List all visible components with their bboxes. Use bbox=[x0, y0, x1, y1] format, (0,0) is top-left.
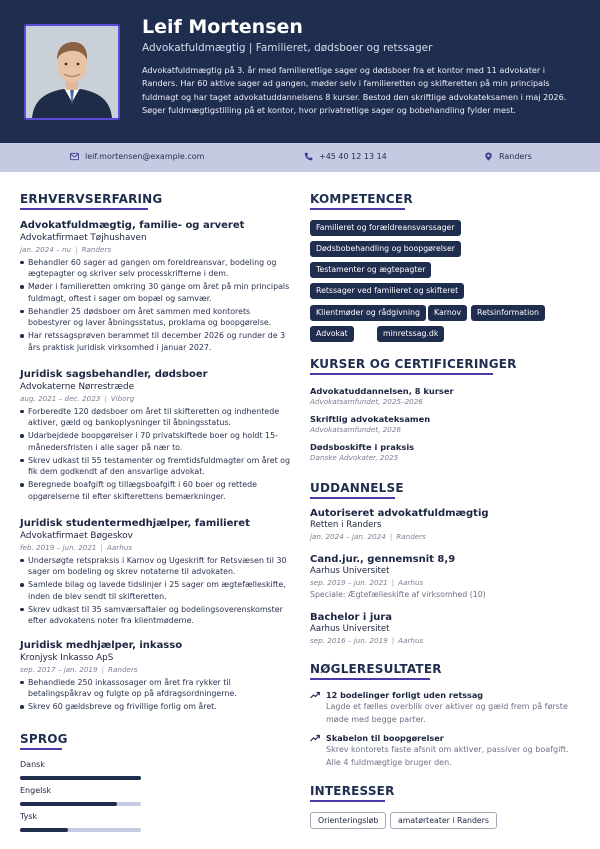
education-dates: sep. 2016 – jun. 2019 bbox=[310, 636, 388, 645]
language-name: Engelsk bbox=[20, 786, 52, 795]
section-rule bbox=[20, 748, 62, 750]
job-bullets bbox=[20, 555, 290, 627]
job-meta: jan. 2024 – nu | Randers bbox=[20, 245, 112, 254]
education-school: Retten i Randers bbox=[310, 520, 382, 530]
job-entry bbox=[20, 518, 290, 627]
language-level-bar bbox=[20, 828, 141, 832]
job-bullet: Skrev udkast til 35 samværsaftaler og bodelingsoverenskomster efter advokatens noter fra klientmøderne. bbox=[20, 604, 290, 627]
education-item bbox=[310, 611, 580, 647]
education-dates: jan. 2024 – jan. 2024 bbox=[310, 532, 386, 541]
job-meta: feb. 2019 – jun. 2021 | Aarhus bbox=[20, 543, 133, 552]
section-rule bbox=[310, 497, 395, 499]
education-meta: sep. 2019 – jun. 2021 | Aarhus bbox=[310, 578, 424, 587]
achievement-title: Skabelon til boopgørelser bbox=[326, 733, 444, 743]
job-entry bbox=[20, 369, 290, 502]
job-bullet: Skrev udkast til 55 testamenter og fremtidsfuldmagter om året og fik dem godkendt af den ansvarlige advokat. bbox=[20, 455, 290, 478]
section-title-education: UDDANNELSE bbox=[310, 481, 404, 495]
education-school: Aarhus Universitet bbox=[310, 566, 390, 576]
section-title-experience: ERHVERVSERFARING bbox=[20, 192, 163, 206]
education-school: Aarhus Universitet bbox=[310, 624, 390, 634]
section-rule bbox=[310, 678, 430, 680]
job-entry bbox=[20, 220, 290, 353]
job-dates: jan. 2024 – nu bbox=[20, 245, 72, 254]
interest-tag: Orienteringsløb bbox=[310, 812, 386, 829]
education-degree: Cand.jur., gennemsnit 8,9 bbox=[310, 554, 456, 565]
contact-email-text: leif.mortensen@example.com bbox=[85, 152, 205, 161]
job-bullets bbox=[20, 406, 290, 503]
achievement-item bbox=[310, 690, 585, 726]
contact-email[interactable] bbox=[70, 152, 204, 161]
skill-tag: Karnov bbox=[428, 305, 467, 321]
interest-tag: amatørteater i Randers bbox=[390, 812, 497, 829]
job-bullets bbox=[20, 677, 290, 713]
job-role: Juridisk sagsbehandler, dødsboer bbox=[20, 369, 208, 380]
section-title-courses: KURSER OG CERTIFICERINGER bbox=[310, 357, 517, 371]
job-company: Kronjysk Inkasso ApS bbox=[20, 653, 114, 663]
job-bullet: Behandler 60 sager ad gangen om foreldreansvar, bodeling og ægtepagter og skriver selv processkrifterne i dem. bbox=[20, 257, 290, 280]
section-rule bbox=[310, 800, 385, 802]
contact-location bbox=[484, 152, 532, 161]
job-bullet: Samlede bilag og lavede tidslinjer i 25 sager om ægtefælleskifte, inden de blev sendt til skifteretten. bbox=[20, 579, 290, 602]
skill-tag: Dødsbobehandling og boopgørelser bbox=[310, 241, 461, 257]
job-bullets bbox=[20, 257, 290, 354]
education-item bbox=[310, 553, 580, 600]
section-rule bbox=[310, 208, 405, 210]
section-title-languages: SPROG bbox=[20, 732, 68, 746]
course-meta: Advokatsamfundet, 2026 bbox=[310, 425, 401, 434]
education-location: Randers bbox=[396, 532, 426, 541]
job-dates: feb. 2019 – jun. 2021 bbox=[20, 543, 97, 552]
job-role: Advokatfuldmægtig, familie- og arveret bbox=[20, 220, 245, 231]
course-meta: Danske Advokater, 2025 bbox=[310, 453, 399, 462]
job-role: Juridisk studentermedhjælper, familieret bbox=[20, 518, 250, 529]
contact-bar bbox=[0, 143, 600, 172]
language-level-fill bbox=[20, 828, 68, 832]
job-role: Juridisk medhjælper, inkasso bbox=[20, 640, 183, 651]
contact-phone[interactable] bbox=[304, 152, 387, 161]
section-rule bbox=[20, 208, 148, 210]
candidate-title: Advokatfuldmægtig | Familieret, dødsboer og retssager bbox=[142, 42, 433, 54]
education-dates: sep. 2019 – jun. 2021 bbox=[310, 578, 388, 587]
job-meta: aug. 2021 – dec. 2023 | Viborg bbox=[20, 394, 135, 403]
course-name: Skriftlig advokateksamen bbox=[310, 414, 431, 424]
course-meta: Advokatsamfundet, 2025–2026 bbox=[310, 397, 423, 406]
skill-tag: Familieret og forældreansvarssager bbox=[310, 220, 461, 236]
achievement-description: Lagde et fælles overblik over aktiver og gæld frem på første møde med begge parter. bbox=[326, 702, 568, 724]
education-item bbox=[310, 507, 580, 543]
job-location: Randers bbox=[108, 665, 138, 674]
course-name: Dødsboskifte i praksis bbox=[310, 442, 415, 452]
job-entry bbox=[20, 640, 290, 713]
profile-summary: Advokatfuldmægtig på 3. år med familieretlige sager og dødsboer fra et kontor med 11 advokater i Randers. Har 60 aktive sager ad gangen, møder selv i familieretten og skifteretten på min principals fuldmagt og har taget advokatuddannelsens 8 kurser. Bestod den skriftlige advokateksamen i maj 2026. Søger fuldmægtigstilling på et kontor, hvor privatretlige sager og bobehandling fylder mest. bbox=[142, 65, 567, 115]
course-name: Advokatuddannelsen, 8 kurser bbox=[310, 386, 454, 396]
job-bullet: Forberedte 120 dødsboer om året til skifteretten og indhentede aktiver, gæld og bankoplysninger til åbningsstatus. bbox=[20, 406, 290, 429]
job-meta: sep. 2017 – jan. 2019 | Randers bbox=[20, 665, 138, 674]
skill-tag: Advokat bbox=[310, 326, 354, 342]
job-bullet: Skrev 60 gældsbreve og frivillige forlig om året. bbox=[20, 701, 290, 713]
course-item bbox=[310, 386, 580, 407]
section-title-skills: KOMPETENCER bbox=[310, 192, 413, 206]
course-item bbox=[310, 414, 580, 435]
language-name: Tysk bbox=[20, 812, 38, 821]
skill-tag: Testamenter og ægtepagter bbox=[310, 262, 431, 278]
education-thesis: Speciale: Ægtefælleskifte af virksomhed (10) bbox=[310, 590, 486, 599]
education-degree: Bachelor i jura bbox=[310, 612, 393, 623]
language-level-bar bbox=[20, 776, 141, 780]
job-bullet: Udarbejdede boopgørelser i 70 privatskiftede boer og holdt 15-månedersfristen i alle sager på nær to. bbox=[20, 430, 290, 453]
skill-tag: minretssag.dk bbox=[377, 326, 444, 342]
job-bullet: Undersøgte retspraksis i Karnov og Ugeskrift for Retsvæsen til 30 sager om bodeling og skrev notaterne til advokaten. bbox=[20, 555, 290, 578]
skill-tag: Klientmøder og rådgivning bbox=[310, 305, 426, 321]
job-location: Viborg bbox=[110, 394, 135, 403]
language-level-fill bbox=[20, 776, 141, 780]
language-item bbox=[20, 786, 141, 806]
education-location: Aarhus bbox=[398, 578, 424, 587]
section-title-interests: INTERESSER bbox=[310, 784, 395, 798]
job-bullet: Behandlede 250 inkassosager om året fra rykker til betalingspåkrav og fulgte op på afdragsordningerne. bbox=[20, 677, 290, 700]
language-item bbox=[20, 760, 141, 780]
job-dates: aug. 2021 – dec. 2023 bbox=[20, 394, 101, 403]
achievement-item bbox=[310, 733, 585, 769]
achievement-title: 12 bodelinger forligt uden retssag bbox=[326, 690, 484, 700]
course-item bbox=[310, 442, 580, 463]
header bbox=[0, 0, 600, 143]
job-dates: sep. 2017 – jan. 2019 bbox=[20, 665, 98, 674]
job-location: Aarhus bbox=[106, 543, 133, 552]
skill-tag: Retsinformation bbox=[471, 305, 545, 321]
trend-up-icon bbox=[310, 734, 320, 742]
job-location: Randers bbox=[81, 245, 112, 254]
mail-icon bbox=[70, 152, 79, 161]
job-bullet: Møder i familieretten omkring 30 gange om året på min principals fuldmagt, oftest i sager om bopæl og samvær. bbox=[20, 281, 290, 304]
language-level-bar bbox=[20, 802, 141, 806]
job-company: Advokatfirmaet Bøgeskov bbox=[20, 531, 133, 541]
skill-tag: Retssager ved familieret og skifteret bbox=[310, 283, 464, 299]
achievement-description: Skrev kontorets faste afsnit om aktiver, passiver og boafgift. Alle 4 fuldmægtige bruger den. bbox=[326, 745, 569, 767]
job-bullet: Har retssagsprøven berammet til december 2026 og runder de 3 års praktisk juridisk virksomhed i januar 2027. bbox=[20, 330, 290, 353]
language-name: Dansk bbox=[20, 760, 45, 769]
section-rule bbox=[310, 373, 493, 375]
contact-phone-text: +45 40 12 13 14 bbox=[319, 152, 387, 161]
profile-photo bbox=[24, 24, 120, 120]
section-title-achievements: NØGLERESULTATER bbox=[310, 662, 442, 676]
education-degree: Autoriseret advokatfuldmægtig bbox=[310, 508, 489, 519]
education-meta: jan. 2024 – jan. 2024 | Randers bbox=[310, 532, 426, 541]
candidate-name: Leif Mortensen bbox=[142, 16, 303, 38]
contact-location-text: Randers bbox=[499, 152, 532, 161]
education-location: Aarhus bbox=[398, 636, 424, 645]
language-level-fill bbox=[20, 802, 117, 806]
language-item bbox=[20, 812, 141, 832]
location-pin-icon bbox=[484, 152, 493, 161]
education-meta: sep. 2016 – jun. 2019 | Aarhus bbox=[310, 636, 424, 645]
job-company: Advokatfirmaet Tøjhushaven bbox=[20, 233, 147, 243]
job-bullet: Behandler 25 dødsboer om året sammen med kontorets bobestyrer og laver åbningsstatus, proklama og boopgørelse. bbox=[20, 306, 290, 329]
trend-up-icon bbox=[310, 691, 320, 699]
job-company: Advokaterne Nørrestræde bbox=[20, 382, 135, 392]
phone-icon bbox=[304, 152, 313, 161]
job-bullet: Beregnede boafgift og tillægsboafgift i 60 boer og rettede opgørelserne til efter skifterettens bemærkninger. bbox=[20, 479, 290, 502]
